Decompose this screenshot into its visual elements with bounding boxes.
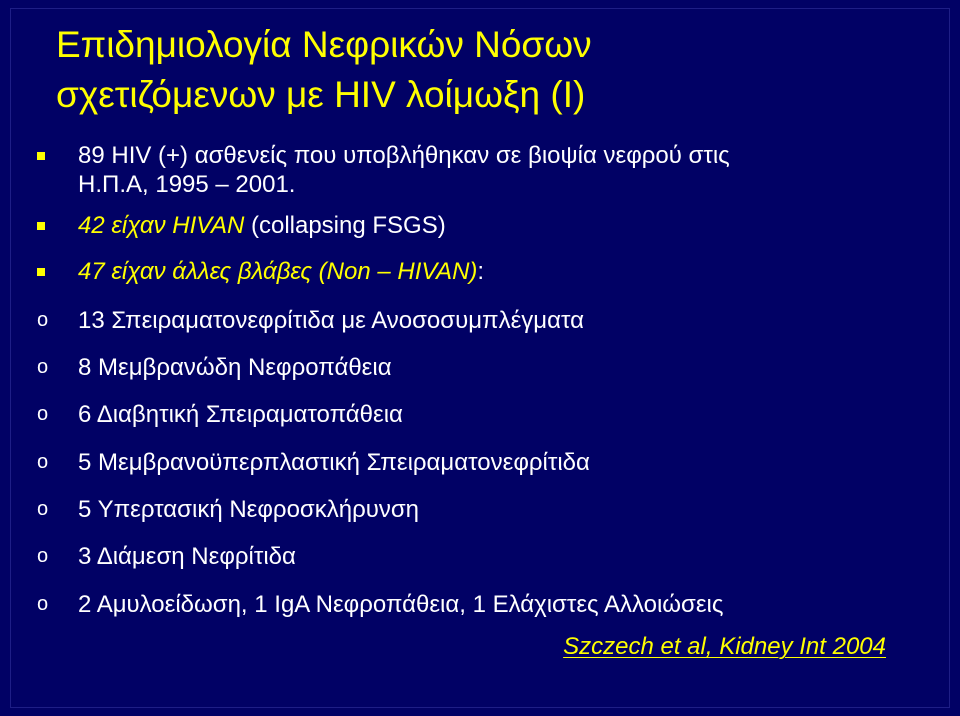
circle-bullet-icon: o: [37, 403, 49, 425]
circle-bullet-icon: o: [37, 356, 49, 378]
bullet-text: (collapsing FSGS): [244, 212, 446, 239]
title-line-2: σχετιζόμενων με HIV λοίμωξη (Ι): [56, 74, 586, 115]
square-bullet-icon: [37, 222, 45, 230]
circle-bullet-icon: o: [37, 498, 49, 520]
circle-bullet-icon: o: [37, 545, 49, 567]
list-item: 13 Σπειραματονεφρίτιδα με Ανοσοσυμπλέγματα: [78, 307, 585, 334]
highlight-text: 42 είχαν HIVAN: [78, 212, 245, 239]
square-bullet-icon: [37, 268, 45, 276]
citation: Szczech et al, Kidney Int 2004: [563, 633, 886, 660]
list-item: 2 Αμυλοείδωση, 1 IgA Νεφροπάθεια, 1 Ελάχιστες Αλλοιώσεις: [78, 591, 724, 618]
list-item: [78, 211, 918, 240]
bullet-text-line: Η.Π.Α, 1995 – 2001.: [78, 171, 296, 198]
list-item: 6 Διαβητική Σπειραματοπάθεια: [78, 401, 403, 428]
list-item: 3 Διάμεση Νεφρίτιδα: [78, 543, 296, 570]
title-line-1: Επιδημιολογία Νεφρικών Νόσων: [56, 24, 592, 65]
highlight-text: 47 είχαν άλλες βλάβες (Non – HIVAN): [78, 258, 478, 285]
list-item: 5 Υπερτασική Νεφροσκλήρυνση: [78, 496, 420, 523]
circle-bullet-icon: o: [37, 451, 49, 473]
circle-bullet-icon: o: [37, 593, 49, 615]
bullet-text: :: [477, 258, 485, 285]
list-item: 5 Μεμβρανοϋπερπλαστική Σπειραματονεφρίτιδα: [78, 449, 590, 476]
list-item: 8 Μεμβρανώδη Νεφροπάθεια: [78, 354, 392, 381]
bullet-text-line: 89 HIV (+) ασθενείς που υποβλήθηκαν σε βιοψία νεφρού στις: [78, 142, 730, 169]
list-item: [78, 141, 918, 199]
circle-bullet-icon: o: [37, 309, 49, 331]
square-bullet-icon: [37, 152, 45, 160]
list-item: [78, 257, 918, 286]
